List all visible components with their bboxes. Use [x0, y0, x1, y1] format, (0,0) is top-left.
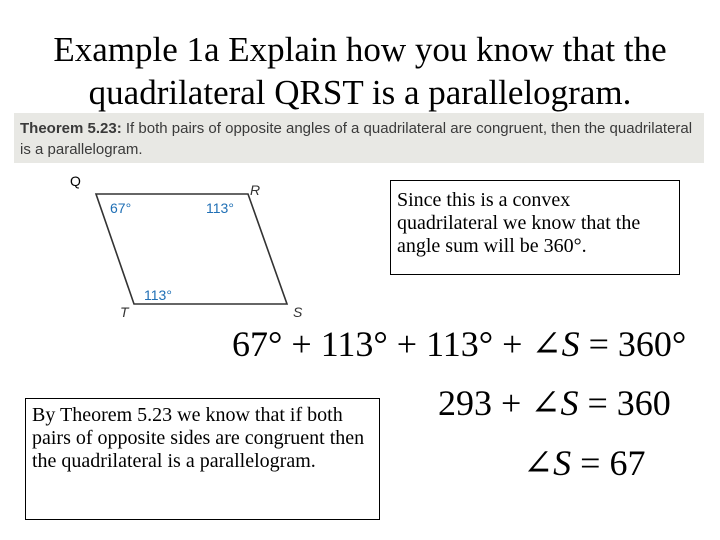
angle-r-label: 113° — [206, 200, 234, 216]
equation-1-lhs: 67° + 113° + 113° + — [232, 324, 532, 364]
equation-2 — [438, 383, 671, 423]
parallelogram-figure — [60, 170, 310, 325]
vertex-r-label: R — [250, 182, 261, 198]
equation-2-lhs: 293 + — [438, 383, 531, 423]
title-line-2: quadrilateral QRST is a parallelogram. — [88, 73, 632, 112]
angle-t-label: 113° — [144, 287, 172, 303]
equation-2-rhs: = 360 — [578, 383, 671, 423]
equation-1 — [232, 324, 686, 364]
title-line-1: Example 1a Explain how you know that the — [53, 30, 667, 69]
equation-3-rhs: = 67 — [571, 443, 646, 483]
vertex-t-label: T — [120, 304, 129, 320]
slide-title — [0, 28, 720, 114]
equation-3-variable: S — [553, 443, 572, 483]
angle-symbol: ∠ — [523, 443, 554, 483]
theorem-conclusion-note: By Theorem 5.23 we know that if both pairs of opposite sides are congruent then the quadrilateral is a parallelogram. — [25, 398, 380, 520]
vertex-s-label: S — [293, 304, 303, 320]
theorem-box — [14, 113, 704, 163]
angle-q-label: 67° — [110, 200, 132, 216]
equation-1-variable: S — [561, 324, 580, 364]
angle-symbol: ∠ — [531, 324, 562, 364]
angle-sum-note: Since this is a convex quadrilateral we know that the angle sum will be 360°. — [390, 180, 680, 275]
vertex-q-label: Q — [70, 173, 81, 189]
angle-symbol: ∠ — [530, 383, 561, 423]
equation-3 — [523, 443, 645, 483]
equation-1-rhs: = 360° — [579, 324, 687, 364]
equation-2-variable: S — [560, 383, 579, 423]
theorem-text: If both pairs of opposite angles of a quadrilateral are congruent, then the quadrilateral is a parallelogram. — [20, 120, 693, 158]
theorem-label: Theorem 5.23: — [20, 120, 122, 137]
